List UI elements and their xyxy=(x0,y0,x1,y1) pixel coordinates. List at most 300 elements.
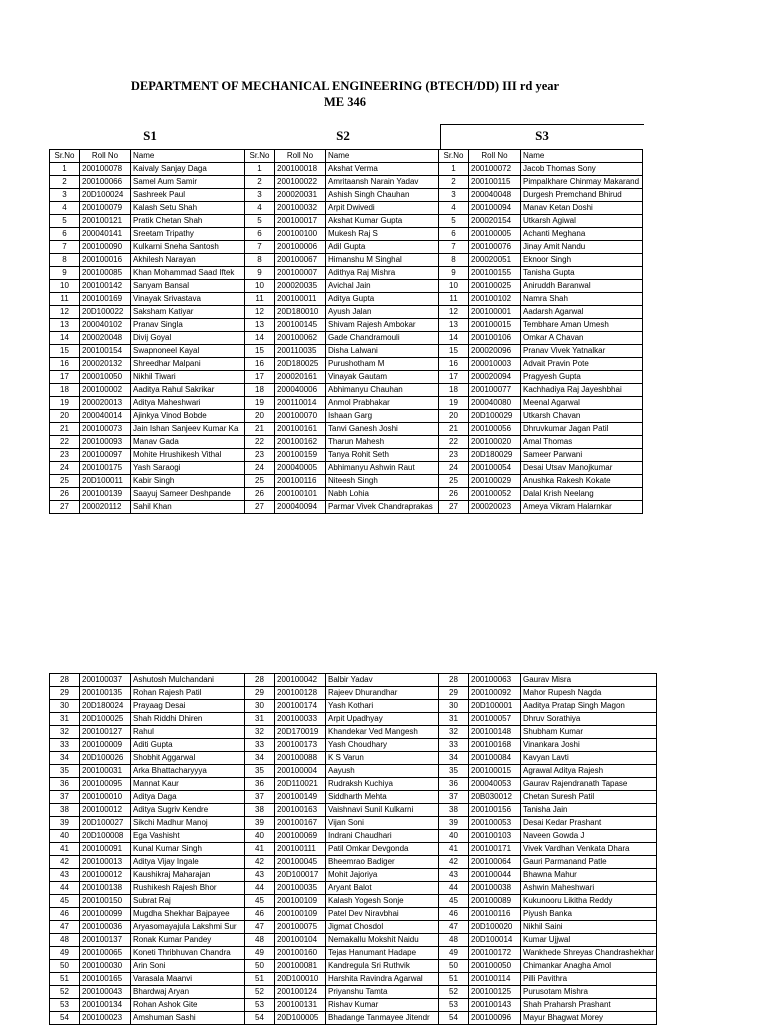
roll-no-cell: 20D100029 xyxy=(469,410,521,423)
table-row xyxy=(50,488,643,501)
roll-no-cell: 200100096 xyxy=(469,1012,521,1025)
roll-no-cell: 200100137 xyxy=(80,934,131,947)
student-name-cell: Abhimanyu Chauhan xyxy=(326,384,439,397)
sr-no-cell: 15 xyxy=(439,345,469,358)
sr-no-cell: 16 xyxy=(50,358,80,371)
roll-no-cell: 200100050 xyxy=(469,960,521,973)
student-name-cell: Saayuj Sameer Deshpande xyxy=(131,488,245,501)
roll-no-cell: 200100134 xyxy=(80,999,131,1012)
sr-no-cell: 18 xyxy=(439,384,469,397)
sr-no-cell: 49 xyxy=(50,947,80,960)
roll-no-cell: 200100169 xyxy=(80,293,131,306)
roll-no-cell: 200100009 xyxy=(80,739,131,752)
table-row xyxy=(50,791,657,804)
student-name-cell: Nemakallu Mokshit Naidu xyxy=(326,934,439,947)
sr-no-cell: 44 xyxy=(439,882,469,895)
sr-no-cell: 14 xyxy=(50,332,80,345)
header-name: Name xyxy=(131,150,245,163)
student-name-cell: Kunal Kumar Singh xyxy=(131,843,245,856)
sr-no-cell: 8 xyxy=(50,254,80,267)
student-name-cell: Durgesh Premchand Bhirud xyxy=(521,189,643,202)
table-row xyxy=(50,358,643,371)
sr-no-cell: 4 xyxy=(50,202,80,215)
sr-no-cell: 36 xyxy=(245,778,275,791)
roll-no-cell: 200100057 xyxy=(469,713,521,726)
roll-no-cell: 20D170019 xyxy=(275,726,326,739)
roll-no-cell: 200100128 xyxy=(275,687,326,700)
student-name-cell: Divij Goyal xyxy=(131,332,245,345)
roll-no-cell: 200100031 xyxy=(80,765,131,778)
student-name-cell: Vinankara Joshi xyxy=(521,739,657,752)
student-name-cell: Kalash Yogesh Sonje xyxy=(326,895,439,908)
roll-no-cell: 200040094 xyxy=(275,501,326,514)
roll-no-cell: 200100165 xyxy=(80,973,131,986)
roll-no-cell: 200040080 xyxy=(469,397,521,410)
sr-no-cell: 6 xyxy=(439,228,469,241)
student-name-cell: Jacob Thomas Sony xyxy=(521,163,643,176)
header-name: Name xyxy=(521,150,643,163)
roll-no-cell: 200100018 xyxy=(275,163,326,176)
roster-table-2 xyxy=(49,673,657,1025)
roll-no-cell: 200100017 xyxy=(275,215,326,228)
sr-no-cell: 54 xyxy=(50,1012,80,1025)
sr-no-cell: 54 xyxy=(245,1012,275,1025)
table-row xyxy=(50,436,643,449)
roll-no-cell: 200100007 xyxy=(275,267,326,280)
roll-no-cell: 200100066 xyxy=(80,176,131,189)
student-name-cell: Rahul xyxy=(131,726,245,739)
roll-no-cell: 200020013 xyxy=(80,397,131,410)
table-row xyxy=(50,882,657,895)
student-name-cell: Desai Utsav Manojkumar xyxy=(521,462,643,475)
sr-no-cell: 30 xyxy=(245,700,275,713)
table-row xyxy=(50,371,643,384)
roll-no-cell: 200100142 xyxy=(80,280,131,293)
sr-no-cell: 25 xyxy=(245,475,275,488)
sr-no-cell: 26 xyxy=(245,488,275,501)
student-name-cell: Utkarsh Chavan xyxy=(521,410,643,423)
sr-no-cell: 3 xyxy=(50,189,80,202)
roll-no-cell: 200100084 xyxy=(469,752,521,765)
student-name-cell: Mannat Kaur xyxy=(131,778,245,791)
roll-no-cell: 200100150 xyxy=(80,895,131,908)
roll-no-cell: 200100163 xyxy=(275,804,326,817)
student-name-cell: Niteesh Singh xyxy=(326,475,439,488)
student-name-cell: Subrat Raj xyxy=(131,895,245,908)
roll-no-cell: 200100077 xyxy=(469,384,521,397)
roll-no-cell: 200100174 xyxy=(275,700,326,713)
student-name-cell: Kavyan Lavti xyxy=(521,752,657,765)
sr-no-cell: 13 xyxy=(245,319,275,332)
header-roll: Roll No xyxy=(80,150,131,163)
sr-no-cell: 51 xyxy=(245,973,275,986)
student-name-cell: Kulkarni Sneha Santosh xyxy=(131,241,245,254)
student-name-cell: Saksham Katiyar xyxy=(131,306,245,319)
sr-no-cell: 48 xyxy=(50,934,80,947)
student-name-cell: Khan Mohammad Saad Iftek xyxy=(131,267,245,280)
student-name-cell: Aniruddh Baranwal xyxy=(521,280,643,293)
roll-no-cell: 200100173 xyxy=(275,739,326,752)
sr-no-cell: 51 xyxy=(439,973,469,986)
roll-no-cell: 200100159 xyxy=(275,449,326,462)
student-name-cell: Amal Thomas xyxy=(521,436,643,449)
roll-no-cell: 200100044 xyxy=(469,869,521,882)
student-name-cell: Aayush xyxy=(326,765,439,778)
roll-no-cell: 200040141 xyxy=(80,228,131,241)
sr-no-cell: 17 xyxy=(439,371,469,384)
roll-no-cell: 200100038 xyxy=(469,882,521,895)
sr-no-cell: 13 xyxy=(439,319,469,332)
table-row xyxy=(50,306,643,319)
sr-no-cell: 34 xyxy=(50,752,80,765)
student-name-cell: Pimpalkhare Chinmay Makarand xyxy=(521,176,643,189)
student-name-cell: Adithya Raj Mishra xyxy=(326,267,439,280)
roll-no-cell: 200100103 xyxy=(469,830,521,843)
header-srno: Sr.No xyxy=(50,150,80,163)
table-row xyxy=(50,267,643,280)
table-row xyxy=(50,947,657,960)
roll-no-cell: 200100033 xyxy=(275,713,326,726)
student-name-cell: Yash Kothari xyxy=(326,700,439,713)
student-name-cell: Tanya Rohit Seth xyxy=(326,449,439,462)
roll-no-cell: 200100156 xyxy=(469,804,521,817)
table-row xyxy=(50,778,657,791)
roll-no-cell: 200100124 xyxy=(275,986,326,999)
student-name-cell: Tharun Mahesh xyxy=(326,436,439,449)
roll-no-cell: 20D100010 xyxy=(275,973,326,986)
table-row xyxy=(50,384,643,397)
roll-no-cell: 200100029 xyxy=(469,475,521,488)
student-name-cell: Nikhil Saini xyxy=(521,921,657,934)
roll-no-cell: 200020112 xyxy=(80,501,131,514)
table-row xyxy=(50,986,657,999)
student-name-cell: Aryasomayajula Lakshmi Sur xyxy=(131,921,245,934)
sr-no-cell: 28 xyxy=(439,674,469,687)
sr-no-cell: 13 xyxy=(50,319,80,332)
student-name-cell: Sanyam Bansal xyxy=(131,280,245,293)
table-row xyxy=(50,973,657,986)
table-row xyxy=(50,280,643,293)
roll-no-cell: 200100022 xyxy=(275,176,326,189)
roll-no-cell: 200100109 xyxy=(275,908,326,921)
roll-no-cell: 200100032 xyxy=(275,202,326,215)
sr-no-cell: 7 xyxy=(50,241,80,254)
student-name-cell: Ashish Singh Chauhan xyxy=(326,189,439,202)
roll-no-cell: 200010050 xyxy=(80,371,131,384)
student-name-cell: Aditya Sugriv Kendre xyxy=(131,804,245,817)
roll-no-cell: 200100145 xyxy=(275,319,326,332)
roll-no-cell: 200100064 xyxy=(469,856,521,869)
sr-no-cell: 32 xyxy=(245,726,275,739)
roll-no-cell: 200100063 xyxy=(469,674,521,687)
sr-no-cell: 26 xyxy=(50,488,80,501)
roll-no-cell: 200100101 xyxy=(275,488,326,501)
sr-no-cell: 35 xyxy=(439,765,469,778)
student-name-cell: Koneti Thribhuvan Chandra xyxy=(131,947,245,960)
student-name-cell: Sahil Khan xyxy=(131,501,245,514)
sr-no-cell: 10 xyxy=(439,280,469,293)
roll-no-cell: 200020035 xyxy=(275,280,326,293)
sr-no-cell: 19 xyxy=(245,397,275,410)
table-row xyxy=(50,228,643,241)
student-name-cell: Ishaan Garg xyxy=(326,410,439,423)
table-row xyxy=(50,687,657,700)
sr-no-cell: 4 xyxy=(439,202,469,215)
sr-no-cell: 42 xyxy=(439,856,469,869)
student-name-cell: Mayur Bhagwat Morey xyxy=(521,1012,657,1025)
student-name-cell: Aditya Vijay Ingale xyxy=(131,856,245,869)
roll-no-cell: 200040005 xyxy=(275,462,326,475)
student-name-cell: Yash Choudhary xyxy=(326,739,439,752)
sr-no-cell: 16 xyxy=(439,358,469,371)
roll-no-cell: 200020051 xyxy=(469,254,521,267)
student-name-cell: Ashwin Maheshwari xyxy=(521,882,657,895)
sr-no-cell: 18 xyxy=(50,384,80,397)
sr-no-cell: 20 xyxy=(439,410,469,423)
roll-no-cell: 200100043 xyxy=(80,986,131,999)
table-row xyxy=(50,410,643,423)
sr-no-cell: 21 xyxy=(50,423,80,436)
roll-no-cell: 200100052 xyxy=(469,488,521,501)
table-row xyxy=(50,674,657,687)
roll-no-cell: 200100149 xyxy=(275,791,326,804)
sr-no-cell: 47 xyxy=(245,921,275,934)
sr-no-cell: 24 xyxy=(245,462,275,475)
sr-no-cell: 39 xyxy=(439,817,469,830)
student-name-cell: Balbir Yadav xyxy=(326,674,439,687)
sr-no-cell: 8 xyxy=(439,254,469,267)
student-name-cell: Anmol Prabhakar xyxy=(326,397,439,410)
sr-no-cell: 28 xyxy=(245,674,275,687)
sr-no-cell: 4 xyxy=(245,202,275,215)
roll-no-cell: 200100131 xyxy=(275,999,326,1012)
student-name-cell: Jain Ishan Sanjeev Kumar Ka xyxy=(131,423,245,436)
sr-no-cell: 53 xyxy=(50,999,80,1012)
roll-no-cell: 200100102 xyxy=(469,293,521,306)
sr-no-cell: 50 xyxy=(50,960,80,973)
roll-no-cell: 200100139 xyxy=(80,488,131,501)
sr-no-cell: 37 xyxy=(245,791,275,804)
roll-no-cell: 200040102 xyxy=(80,319,131,332)
student-name-cell: Sreetam Tripathy xyxy=(131,228,245,241)
student-name-cell: Parmar Vivek Chandraprakas xyxy=(326,501,439,514)
sr-no-cell: 27 xyxy=(439,501,469,514)
sr-no-cell: 41 xyxy=(245,843,275,856)
roll-no-cell: 200100005 xyxy=(469,228,521,241)
table-row xyxy=(50,921,657,934)
student-name-cell: Ashutosh Mulchandani xyxy=(131,674,245,687)
student-name-cell: Ameya Vikram Halarnkar xyxy=(521,501,643,514)
table-row xyxy=(50,475,643,488)
student-name-cell: Khandekar Ved Mangesh xyxy=(326,726,439,739)
sr-no-cell: 22 xyxy=(245,436,275,449)
student-name-cell: Kaushikraj Maharajan xyxy=(131,869,245,882)
sr-no-cell: 23 xyxy=(50,449,80,462)
student-name-cell: Ronak Kumar Pandey xyxy=(131,934,245,947)
roll-no-cell: 200100100 xyxy=(275,228,326,241)
sr-no-cell: 42 xyxy=(50,856,80,869)
roll-no-cell: 200100015 xyxy=(469,765,521,778)
student-name-cell: Pratik Chetan Shah xyxy=(131,215,245,228)
student-name-cell: Agrawal Aditya Rajesh xyxy=(521,765,657,778)
roll-no-cell: 200100175 xyxy=(80,462,131,475)
roll-no-cell: 200100056 xyxy=(469,423,521,436)
table-row xyxy=(50,163,643,176)
header-name: Name xyxy=(326,150,439,163)
sr-no-cell: 35 xyxy=(50,765,80,778)
roll-no-cell: 200020023 xyxy=(469,501,521,514)
sr-no-cell: 26 xyxy=(439,488,469,501)
sr-no-cell: 29 xyxy=(50,687,80,700)
student-name-cell: Akshat Kumar Gupta xyxy=(326,215,439,228)
table-row xyxy=(50,700,657,713)
sr-no-cell: 51 xyxy=(50,973,80,986)
sr-no-cell: 11 xyxy=(50,293,80,306)
roll-no-cell: 20D100011 xyxy=(80,475,131,488)
roll-no-cell: 200100161 xyxy=(275,423,326,436)
sr-no-cell: 52 xyxy=(50,986,80,999)
sr-no-cell: 53 xyxy=(245,999,275,1012)
sr-no-cell: 20 xyxy=(50,410,80,423)
roll-no-cell: 200100115 xyxy=(469,176,521,189)
table-row xyxy=(50,397,643,410)
student-name-cell: Arin Soni xyxy=(131,960,245,973)
student-name-cell: Tanisha Jain xyxy=(521,804,657,817)
table-row xyxy=(50,1012,657,1025)
roll-no-cell: 200100023 xyxy=(80,1012,131,1025)
roll-no-cell: 20D100014 xyxy=(469,934,521,947)
roll-no-cell: 20D180024 xyxy=(80,700,131,713)
sr-no-cell: 12 xyxy=(439,306,469,319)
roll-no-cell: 200100001 xyxy=(469,306,521,319)
student-name-cell: Dhruv Sorathiya xyxy=(521,713,657,726)
student-name-cell: Shah Praharsh Prashant xyxy=(521,999,657,1012)
student-name-cell: Harshita Ravindra Agarwal xyxy=(326,973,439,986)
student-name-cell: Rajeev Dhurandhar xyxy=(326,687,439,700)
roll-no-cell: 200100135 xyxy=(80,687,131,700)
roll-no-cell: 20D100026 xyxy=(80,752,131,765)
roll-no-cell: 200100036 xyxy=(80,921,131,934)
roll-no-cell: 200100085 xyxy=(80,267,131,280)
sr-no-cell: 6 xyxy=(50,228,80,241)
roll-no-cell: 200100069 xyxy=(275,830,326,843)
table-row xyxy=(50,830,657,843)
sr-no-cell: 14 xyxy=(439,332,469,345)
roll-no-cell: 200100172 xyxy=(469,947,521,960)
student-name-cell: Manav Gada xyxy=(131,436,245,449)
student-name-cell: Amshuman Sashi xyxy=(131,1012,245,1025)
sr-no-cell: 6 xyxy=(245,228,275,241)
student-name-cell: Bheemrao Badiger xyxy=(326,856,439,869)
sr-no-cell: 40 xyxy=(245,830,275,843)
roll-no-cell: 200100004 xyxy=(275,765,326,778)
roll-no-cell: 200100045 xyxy=(275,856,326,869)
roll-no-cell: 200020096 xyxy=(469,345,521,358)
sr-no-cell: 19 xyxy=(439,397,469,410)
student-name-cell: Jigmat Chosdol xyxy=(326,921,439,934)
table-row xyxy=(50,462,643,475)
sr-no-cell: 38 xyxy=(50,804,80,817)
sr-no-cell: 23 xyxy=(245,449,275,462)
sr-no-cell: 52 xyxy=(245,986,275,999)
sr-no-cell: 1 xyxy=(50,163,80,176)
student-name-cell: Omkar A Chavan xyxy=(521,332,643,345)
student-name-cell: Mugdha Shekhar Bajpayee xyxy=(131,908,245,921)
roll-no-cell: 200100035 xyxy=(275,882,326,895)
roll-no-cell: 20D100005 xyxy=(275,1012,326,1025)
student-name-cell: Gauri Parmanand Patle xyxy=(521,856,657,869)
student-name-cell: Aaditya Rahul Sakrikar xyxy=(131,384,245,397)
sr-no-cell: 12 xyxy=(245,306,275,319)
sr-no-cell: 38 xyxy=(245,804,275,817)
student-name-cell: Piyush Banka xyxy=(521,908,657,921)
student-name-cell: Pranav Singla xyxy=(131,319,245,332)
header-roll: Roll No xyxy=(275,150,326,163)
sr-no-cell: 3 xyxy=(245,189,275,202)
sr-no-cell: 34 xyxy=(245,752,275,765)
roll-no-cell: 200040053 xyxy=(469,778,521,791)
student-name-cell: Vivek Vardhan Venkata Dhara xyxy=(521,843,657,856)
table-row xyxy=(50,999,657,1012)
student-name-cell: Kabir Singh xyxy=(131,475,245,488)
student-name-cell: Himanshu M Singhal xyxy=(326,254,439,267)
student-name-cell: Arpit Upadhyay xyxy=(326,713,439,726)
student-name-cell: Shreedhar Malpani xyxy=(131,358,245,371)
header-roll: Roll No xyxy=(469,150,521,163)
table-row xyxy=(50,332,643,345)
student-name-cell: Naveen Gowda J xyxy=(521,830,657,843)
sr-no-cell: 15 xyxy=(245,345,275,358)
sr-no-cell: 52 xyxy=(439,986,469,999)
student-name-cell: Patil Omkar Devgonda xyxy=(326,843,439,856)
roll-no-cell: 200100109 xyxy=(275,895,326,908)
sr-no-cell: 43 xyxy=(439,869,469,882)
sr-no-cell: 31 xyxy=(439,713,469,726)
sr-no-cell: 27 xyxy=(245,501,275,514)
roll-no-cell: 200100106 xyxy=(469,332,521,345)
sr-no-cell: 9 xyxy=(439,267,469,280)
sr-no-cell: 9 xyxy=(245,267,275,280)
table-row xyxy=(50,501,643,514)
table-row xyxy=(50,739,657,752)
s3-border-top xyxy=(440,124,644,125)
roll-no-cell: 20D180025 xyxy=(275,358,326,371)
roll-no-cell: 20D110021 xyxy=(275,778,326,791)
table-row xyxy=(50,713,657,726)
student-name-cell: Shah Riddhi Dhiren xyxy=(131,713,245,726)
sr-no-cell: 33 xyxy=(50,739,80,752)
sr-no-cell: 53 xyxy=(439,999,469,1012)
roll-no-cell: 200100079 xyxy=(80,202,131,215)
table-row xyxy=(50,293,643,306)
roll-no-cell: 200100093 xyxy=(80,436,131,449)
course-code: ME 346 xyxy=(323,95,366,109)
roll-no-cell: 200100160 xyxy=(275,947,326,960)
roll-no-cell: 200100013 xyxy=(80,856,131,869)
student-name-cell: Kaivaly Sanjay Daga xyxy=(131,163,245,176)
sr-no-cell: 40 xyxy=(50,830,80,843)
student-name-cell: Manav Ketan Doshi xyxy=(521,202,643,215)
roll-no-cell: 200100092 xyxy=(469,687,521,700)
student-name-cell: Bhardwaj Aryan xyxy=(131,986,245,999)
roll-no-cell: 200100073 xyxy=(80,423,131,436)
student-name-cell: Vinayak Gautam xyxy=(326,371,439,384)
sr-no-cell: 48 xyxy=(439,934,469,947)
sr-no-cell: 23 xyxy=(439,449,469,462)
table-row xyxy=(50,176,643,189)
table-row xyxy=(50,319,643,332)
roll-no-cell: 200100167 xyxy=(275,817,326,830)
